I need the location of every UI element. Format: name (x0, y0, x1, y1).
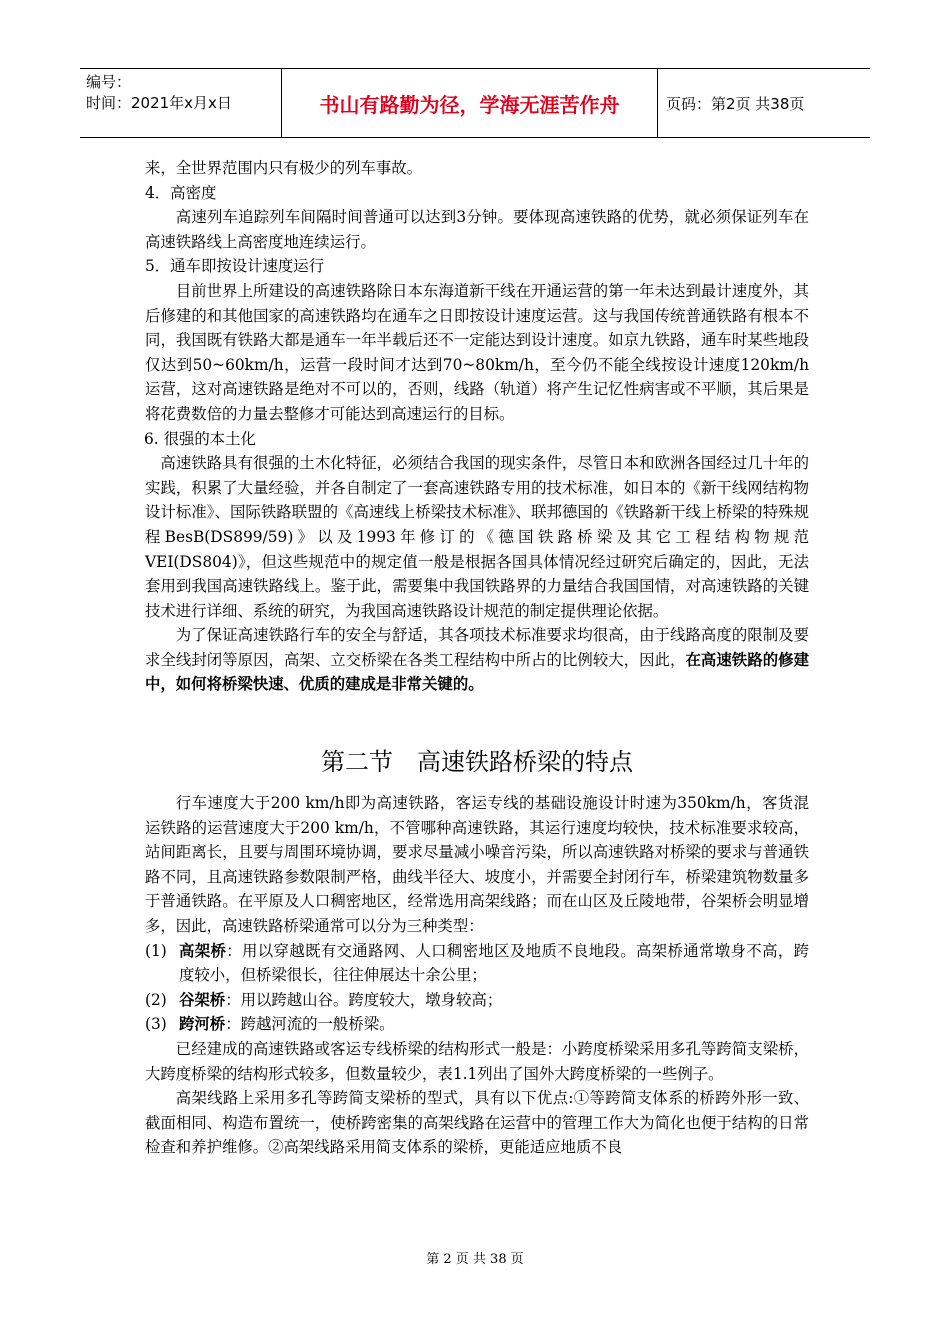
list-description: ：跨越河流的一般桥梁。 (225, 1015, 395, 1034)
list-term: 谷架桥 (179, 990, 226, 1009)
page-footer: 第 2 页 共 38 页 (426, 1252, 524, 1267)
document-number-label: 编号： (86, 73, 132, 91)
subheading: 6. 很强的本土化 (144, 429, 256, 448)
list-item (145, 988, 809, 1013)
paragraph: 来，全世界范围内只有极少的列车事故。 (145, 159, 423, 177)
list-description: ：用以穿越既有交通路网、人口稠密地区及地质不良地段。高架桥通常墩身不高，跨度较小，但桥梁很长，往往伸展达十余公里； (179, 941, 809, 985)
emphasis-text: 在高速铁路的修建中，如何将桥梁快速、优质的建成是非常关键的。 (145, 650, 809, 694)
list-number: (2) (145, 990, 167, 1009)
paragraph: 目前世界上所建设的高速铁路除日本东海道新干线在开通运营的第一年未达到最计速度外，其后修建的和其他国家的高速铁路均在通车之日即按设计速度运营。这与我国传统普通铁路有根本不同，我国既有铁路大都是通车一年半载后还不一定能达到设计速度。如京九铁路，通车时某些地段仅达到50~60km/h，运营一段时间才达到70~80km/h，至今仍不能全线按设计速度120km/h运营，这对高速铁路是绝对不可以的，否则，线路（轨道）将产生记忆性病害或不平顺，其后果是将花费数倍的力量去整修才可能达到高速运行的目标。 (145, 281, 809, 423)
subheading: 4．高密度 (145, 183, 217, 202)
paragraph: 高速列车追踪列车间隔时间普通可以达到3分钟。要体现高速铁路的优势，就必须保证列车在高速铁路线上高密度地连续运行。 (145, 208, 809, 251)
list-item (145, 939, 809, 988)
header-page-info: 页码：第2页 共38页 (666, 94, 805, 113)
paragraph: 高速铁路具有很强的土木化特征，必须结合我国的现实条件，尽管日本和欧洲各国经过几十年的实践，积累了大量经验，并各自制定了一套高速铁路专用的技术标准，如日本的《新干线网结构物设计标准》、国际铁路联盟的《高速线上桥梁技术标准》、联邦德国的《铁路新干线上桥梁的特殊规程BesB(DS899/59)》以及1993年修订的《德国铁路桥梁及其它工程结构物规范VEI(DS804)》，但这些规范中的规定值一般是根据各国具体情况经过研究后确定的，因此，无法套用到我国高速铁路线上。鉴于此，需要集中我国铁路界的力量结合我国国情，对高速铁路的关键技术进行详细、系统的研究，为我国高速铁路设计规范的制定提供理论依据。 (145, 454, 809, 620)
list-number: (3) (145, 1015, 167, 1034)
paragraph (145, 623, 809, 697)
section-title: 第二节 高速铁路桥梁的特点 (321, 748, 633, 777)
paragraph-text: 为了保证高速铁路行车的安全与舒适，其各项技术标准要求均很高，由于线路高度的限制及要求全线封闭等原因，高架、立交桥梁在各类工程结构中所占的比例较大，因此， (145, 626, 809, 669)
header-meta (80, 69, 282, 137)
list-term: 跨河桥 (179, 1015, 226, 1034)
document-body (145, 156, 809, 1160)
paragraph: 行车速度大于200 km/h即为高速铁路，客运专线的基础设施设计时速为350km/h，客货混运铁路的运营速度大于200 km/h，不管哪种高速铁路，其运行速度均较快，技术标准要求较高，站间距离长，且要与周围环境协调，要求尽量减小噪音污染，所以高速铁路对桥梁的要求与普通铁路不同，且高速铁路参数限制严格，曲线半径大、坡度小，并需要全封闭行车，桥梁建筑物数量多于普通铁路。在平原及人口稠密地区，经常选用高架线路；而在山区及丘陵地带，谷架桥会明显增多，因此，高速铁路桥梁通常可以分为三种类型： (145, 794, 809, 936)
list-term: 高架桥 (179, 941, 227, 960)
document-date-label: 时间：2021年x月x日 (86, 94, 232, 112)
list-number: (1) (145, 941, 167, 960)
list-description: ：用以跨越山谷。跨度较大，墩身较高； (225, 990, 503, 1009)
header-motto: 书山有路勤为径，学海无涯苦作舟 (282, 69, 658, 137)
paragraph: 已经建成的高速铁路或客运专线桥梁的结构形式一般是：小跨度桥梁采用多孔等跨简支梁桥，大跨度桥梁的结构形式较多，但数量较少，表1.1列出了国外大跨度桥梁的一些例子。 (145, 1040, 809, 1083)
list-item (145, 1012, 809, 1037)
paragraph: 高架线路上采用多孔等跨简支梁桥的型式，具有以下优点:①等跨简支体系的桥跨外形一致、截面相同、构造布置统一，使桥跨密集的高架线路在运营中的管理工作大为简化也便于结构的日常检查和养护维修。②高架线路采用简支体系的梁桥，更能适应地质不良 (145, 1089, 809, 1157)
subheading: 5．通车即按设计速度运行 (145, 257, 325, 276)
page-header (80, 68, 870, 138)
